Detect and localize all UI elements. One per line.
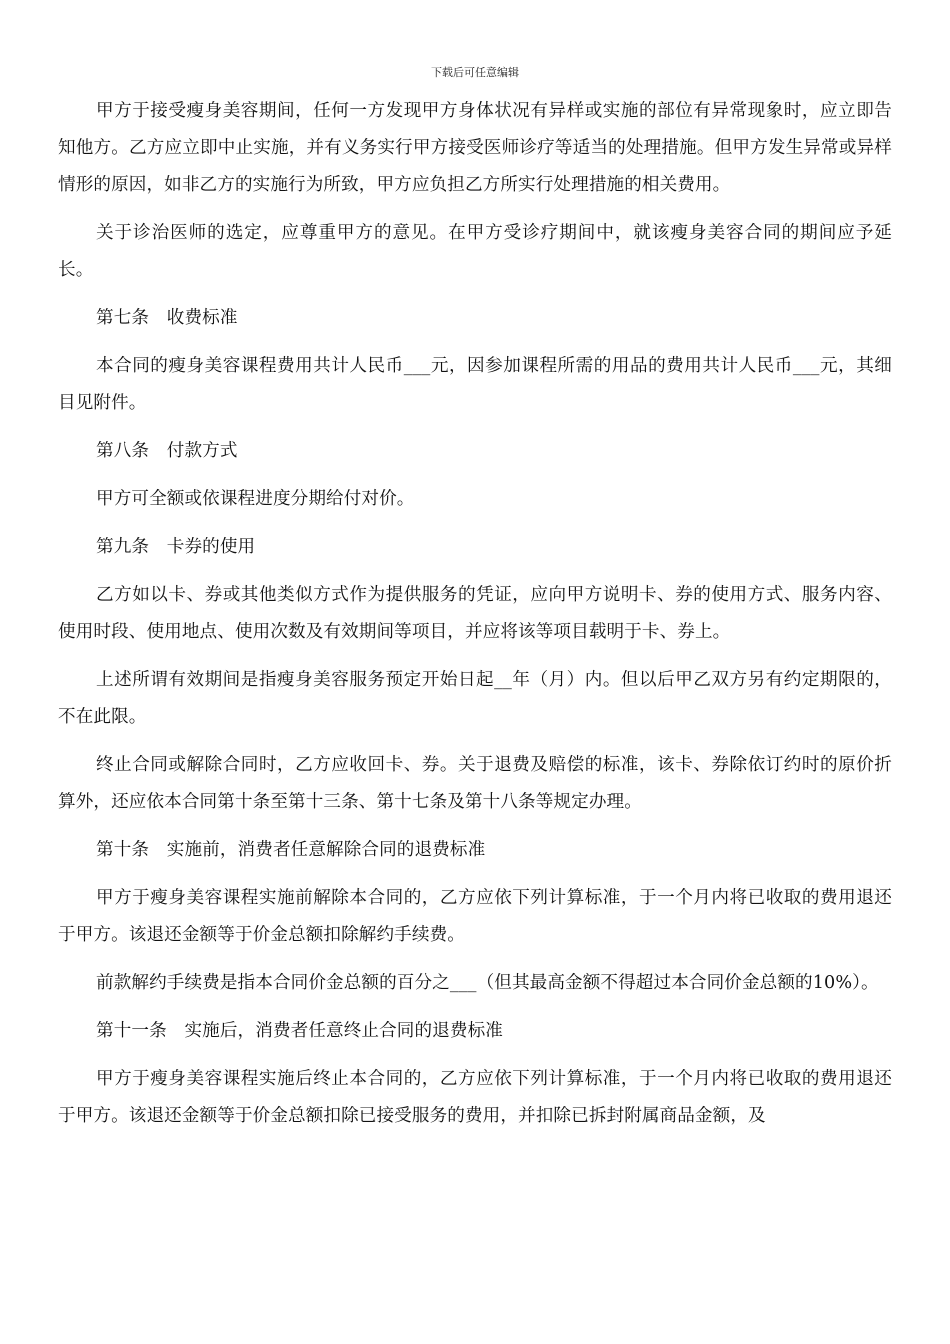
paragraph-card-return: 终止合同或解除合同时，乙方应收回卡、券。关于退费及赔偿的标准，该卡、券除依订约时的原价折算外，还应依本合同第十条至第十三条、第十七条及第十八条等规定办理。 [58,755,892,812]
article-7-heading: 第七条 收费标准 [96,308,238,328]
paragraph-refund-after: 甲方于瘦身美容课程实施后终止本合同的，乙方应依下列计算标准，于一个月内将已收取的费用退还于甲方。该退还金额等于价金总额扣除已接受服务的费用，并扣除已拆封附属商品金额，及 [58,1069,892,1126]
article-8-heading: 第八条 付款方式 [96,441,238,461]
article-11-heading: 第十一条 实施后，消费者任意终止合同的退费标准 [96,1021,503,1041]
paragraph-card-usage: 乙方如以卡、券或其他类似方式作为提供服务的凭证，应向甲方说明卡、券的使用方式、服务内容、使用时段、使用地点、使用次数及有效期间等项目，并应将该等项目载明于卡、券上。 [58,585,892,642]
paragraph-fee-amount: 本合同的瘦身美容课程费用共计人民币___元，因参加课程所需的用品的费用共计人民币___元，其细目见附件。 [58,356,892,413]
paragraph-physician-choice: 关于诊治医师的选定，应尊重甲方的意见。在甲方受诊疗期间中，就该瘦身美容合同的期间应予延长。 [58,223,892,280]
paragraph-cancellation-fee: 前款解约手续费是指本合同价金总额的百分之___（但其最高金额不得超过本合同价金总额的10%）。 [96,973,879,993]
paragraph-abnormal-condition: 甲方于接受瘦身美容期间，任何一方发现甲方身体状况有异样或实施的部位有异常现象时，应立即告知他方。乙方应立即中止实施，并有义务实行甲方接受医师诊疗等适当的处理措施。但甲方发生异常或异样情形的原因，如非乙方的实施行为所致，甲方应负担乙方所实行处理措施的相关费用。 [58,101,892,195]
paragraph-validity-period: 上述所谓有效期间是指瘦身美容服务预定开始日起__年（月）内。但以后甲乙双方另有约定期限的，不在此限。 [58,670,892,727]
paragraph-refund-before: 甲方于瘦身美容课程实施前解除本合同的，乙方应依下列计算标准，于一个月内将已收取的费用退还于甲方。该退还金额等于价金总额扣除解约手续费。 [58,888,892,945]
paragraph-payment-method: 甲方可全额或依课程进度分期给付对价。 [96,489,415,509]
contract-body [58,93,892,1135]
article-9-heading: 第九条 卡券的使用 [96,537,256,557]
article-10-heading: 第十条 实施前，消费者任意解除合同的退费标准 [96,840,486,860]
page-header-note: 下载后可任意编辑 [431,66,519,79]
